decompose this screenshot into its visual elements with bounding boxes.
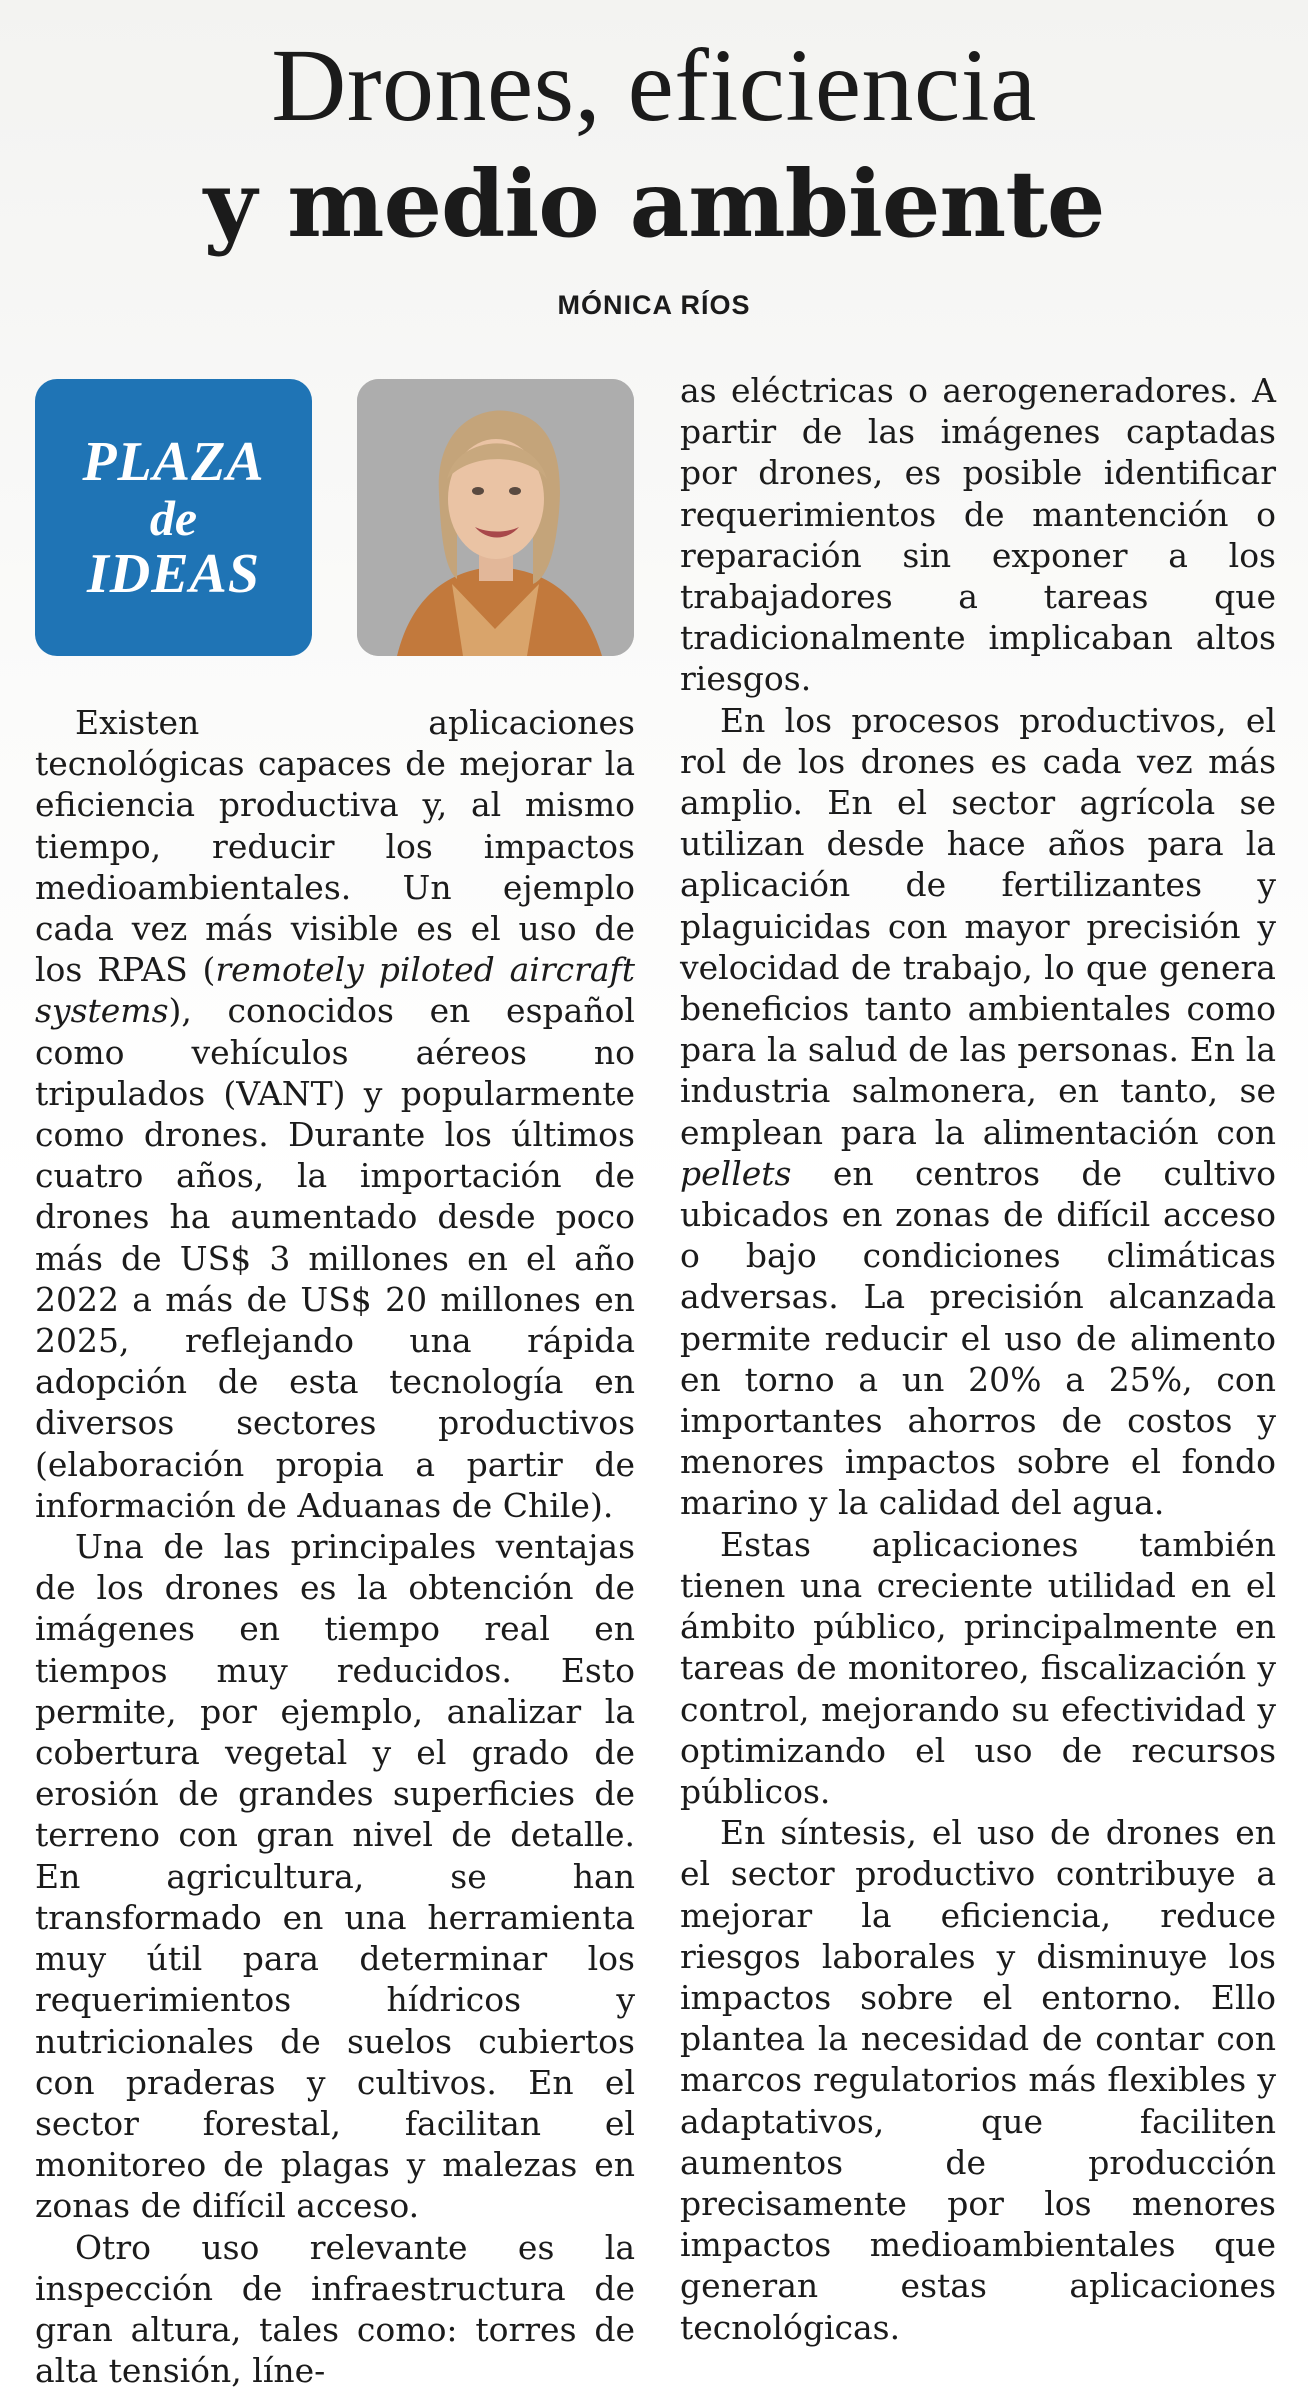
section-tag-line-2: de: [149, 489, 198, 546]
article-column-right: [680, 370, 1276, 2348]
paragraph-3-continued: as eléctricas o aerogeneradores. A partir de las imágenes captadas por drones, es posible identificar requerimientos de mantención o reparación sin exponer a los trabajadores a tareas que tradicionalmente implicaban altos riesgos.: [680, 371, 1276, 699]
author-portrait-image: [357, 379, 634, 656]
section-tag: [35, 379, 312, 656]
headline-line-1: Drones, eficiencia: [271, 28, 1037, 143]
article-column-left: [35, 702, 635, 2391]
paragraph-3: Otro uso relevante es la inspección de infraestructura de gran altura, tales como: torres de alta tensión, líne-: [35, 2227, 635, 2391]
paragraph-5: Estas aplicaciones también tienen una creciente utilidad en el ámbito público, principalmente en tareas de monitoreo, fiscalización y control, mejorando su efectividad y optimizando el uso de recursos públicos.: [680, 1524, 1276, 1811]
paragraph-1: Existen aplicaciones tecnológicas capaces de mejorar la eficiencia productiva y, al mismo tiempo, reducir los impactos medioambientales. Un ejemplo cada vez más visible es el uso de los RPAS (remotely piloted aircraft systems), conocidos en español como vehículos aéreos no tripulados (VANT) y popularmente como drones. Durante los últimos cuatro años, la importación de drones ha aumentado desde poco más de US$ 3 millones en el año 2022 a más de US$ 20 millones en 2025, reflejando una rápida adopción de esta tecnología en diversos sectores productivos (elaboración propia a partir de información de Aduanas de Chile).: [35, 703, 635, 1525]
section-tag-line-3: IDEAS: [86, 542, 261, 605]
headline-line-2: y medio ambiente: [203, 150, 1105, 258]
paragraph-2: Una de las principales ventajas de los drones es la obtención de imágenes en tiempo real en tiempos muy reducidos. Esto permite, por ejemplo, analizar la cobertura vegetal y el grado de erosión de grandes superficies de terreno con gran nivel de detalle. En agricultura, se han transformado en una herramienta muy útil para determinar los requerimientos hídricos y nutricionales de suelos cubiertos con praderas y cultivos. En el sector forestal, facilitan el monitoreo de plagas y malezas en zonas de difícil acceso.: [35, 1527, 635, 2226]
article-headline: [0, 30, 1308, 266]
paragraph-6: En síntesis, el uso de drones en el sector productivo contribuye a mejorar la eficiencia, reduce riesgos laborales y disminuye los impactos sobre el entorno. Ello plantea la necesidad de contar con marcos regulatorios más flexibles y adaptativos, que faciliten aumentos de producción precisamente por los menores impactos medioambientales que generan estas aplicaciones tecnológicas.: [680, 1813, 1276, 2347]
section-tag-line-1: PLAZA: [82, 430, 265, 493]
paragraph-4: En los procesos productivos, el rol de los drones es cada vez más amplio. En el sector agrícola se utilizan desde hace años para la aplicación de fertilizantes y plaguicidas con mayor precisión y velocidad de trabajo, lo que genera beneficios tanto ambientales como para la salud de las personas. En la industria salmonera, en tanto, se emplean para la alimentación con pellets en centros de cultivo ubicados en zonas de difícil acceso o bajo condiciones climáticas adversas. La precisión alcanzada permite reducir el uso de alimento en torno a un 20% a 25%, con importantes ahorros de costos y menores impactos sobre el fondo marino y la calidad del agua.: [680, 700, 1276, 1523]
author-byline: MÓNICA RÍOS: [557, 290, 751, 320]
author-photo: [357, 379, 634, 656]
